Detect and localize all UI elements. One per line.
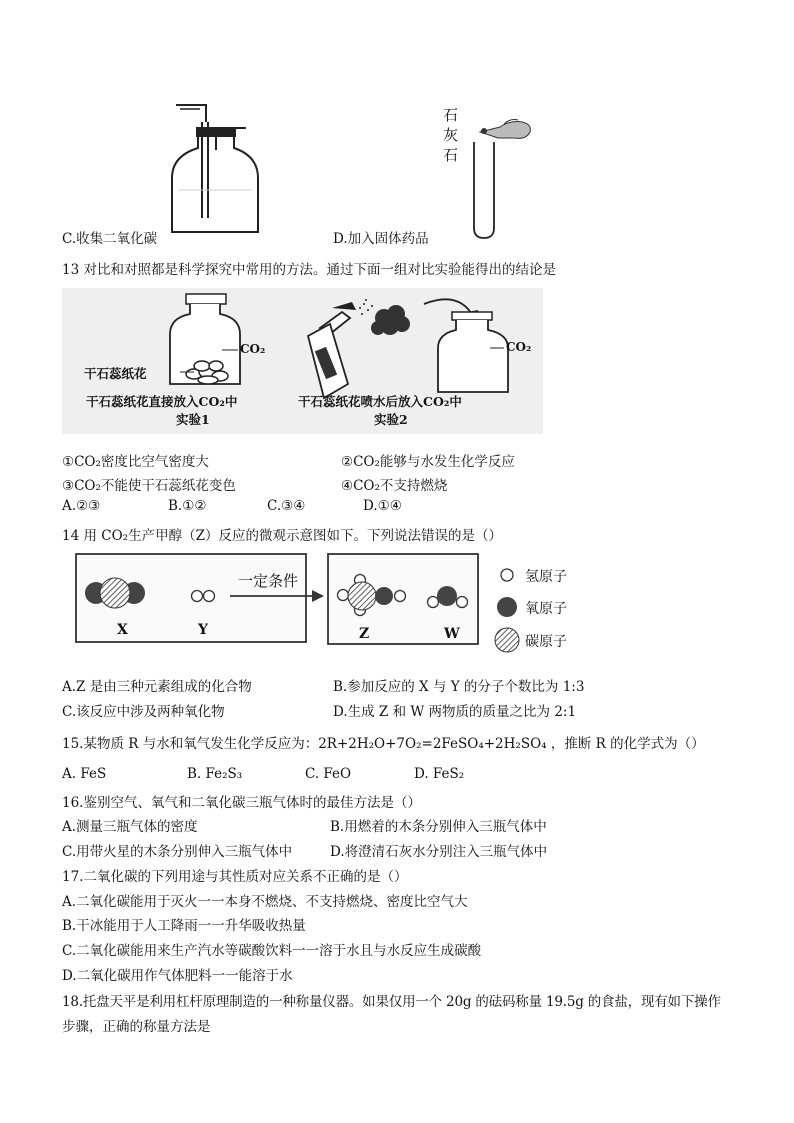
q15-choice-c: C. FeO (305, 766, 352, 782)
flower-label: 干石蕊纸花 (84, 366, 147, 381)
q14-option-c: C.该反应中涉及两种氧化物 (62, 704, 225, 720)
reaction-drawing (62, 548, 602, 660)
limestone-label-1: 石 (443, 106, 459, 124)
condition-label: 一定条件 (238, 572, 299, 590)
q15-choice-d: D. FeS₂ (414, 766, 465, 782)
statement-1: ①CO₂密度比空气密度大 (62, 454, 209, 470)
co2-label-exp1: CO₂ (240, 342, 266, 356)
q17-option-d: D.二氧化碳用作气体肥料一一能溶于水 (62, 968, 293, 984)
caption-exp1-sub: 实验1 (176, 412, 210, 427)
legend-carbon: 碳原子 (525, 634, 567, 650)
co2-litmus-experiment-figure (62, 288, 543, 434)
caption-exp1: 干石蕊纸花直接放入CO₂中 (86, 394, 238, 409)
q17-option-c: C.二氧化碳能用来生产汽水等碳酸饮料一一溶于水且与水反应生成碳酸 (62, 943, 482, 959)
q16-option-c: C.用带火星的木条分别伸入三瓶气体中 (62, 844, 293, 860)
label-y: Y (198, 622, 208, 638)
q16-option-d: D.将澄清石灰水分别注入三瓶气体中 (330, 844, 548, 860)
option-d-label: D.加入固体药品 (333, 231, 429, 247)
label-z: Z (359, 626, 370, 642)
q14-option-d: D.生成 Z 和 W 两物质的质量之比为 2:1 (333, 704, 577, 720)
q16-option-b: B.用燃着的木条分别伸入三瓶气体中 (330, 819, 547, 835)
test-tube-adding-solid-figure (470, 100, 540, 242)
question-18-stem-line2: 步骤，正确的称量方法是 (62, 1019, 211, 1035)
q13-choice-a: A.②③ (62, 498, 101, 514)
limestone-label-3: 石 (443, 146, 459, 164)
q13-choice-b: B.①② (168, 498, 207, 514)
question-13-stem: 13 对比和对照都是科学探究中常用的方法。通过下面一组对比实验能得出的结论是 (62, 262, 556, 278)
q14-option-b: B.参加反应的 X 与 Y 的分子个数比为 1:3 (333, 679, 585, 695)
q15-choice-a: A. FeS (62, 766, 107, 782)
question-15-stem: 15.某物质 R 与水和氧气发生化学反应为：2R+2H₂O+7O₂=2FeSO₄+2H₂SO₄ ，推断 R 的化学式为（） (62, 736, 705, 752)
co2-label-exp2: CO₂ (506, 340, 532, 354)
caption-exp2-sub: 实验2 (374, 412, 408, 427)
q16-option-a: A.测量三瓶气体的密度 (62, 819, 198, 835)
statement-3: ③CO₂不能使干石蕊纸花变色 (62, 478, 236, 494)
legend-hydrogen: 氢原子 (525, 569, 567, 585)
question-17-stem: 17.二氧化碳的下列用途与其性质对应关系不正确的是（） (62, 869, 408, 885)
limestone-label-2: 灰 (443, 126, 459, 144)
q17-option-b: B.干冰能用于人工降雨一一升华吸收热量 (62, 918, 306, 934)
option-c-label: C.收集二氧化碳 (62, 231, 158, 247)
question-16-stem: 16.鉴别空气、氧气和二氧化碳三瓶气体时的最佳方法是（） (62, 795, 421, 811)
statement-2: ②CO₂能够与水发生化学反应 (341, 454, 515, 470)
q14-option-a: A.Z 是由三种元素组成的化合物 (62, 679, 252, 695)
q13-choice-d: D.①④ (363, 498, 402, 514)
question-18-stem-line1: 18.托盘天平是利用杠杆原理制造的一种称量仪器。如果仅用一个 20g 的砝码称量 19.5g 的食盐，现有如下操作 (62, 994, 721, 1010)
q15-choice-b: B. Fe₂S₃ (187, 766, 243, 782)
methanol-reaction-diagram (62, 548, 602, 660)
statement-4: ④CO₂不支持燃烧 (341, 478, 448, 494)
label-w: W (444, 626, 460, 642)
caption-exp2: 干石蕊纸花喷水后放入CO₂中 (298, 394, 462, 409)
gas-collection-bottle-figure (158, 100, 268, 235)
experiment-drawings (62, 288, 543, 434)
label-x: X (117, 622, 128, 638)
q17-option-a: A.二氧化碳能用于灭火一一本身不燃烧、不支持燃烧、密度比空气大 (62, 894, 468, 910)
q13-choice-c: C.③④ (267, 498, 306, 514)
legend-oxygen: 氧原子 (525, 601, 567, 617)
question-14-stem: 14 用 CO₂生产甲醇（Z）反应的微观示意图如下。下列说法错误的是（） (62, 528, 502, 544)
